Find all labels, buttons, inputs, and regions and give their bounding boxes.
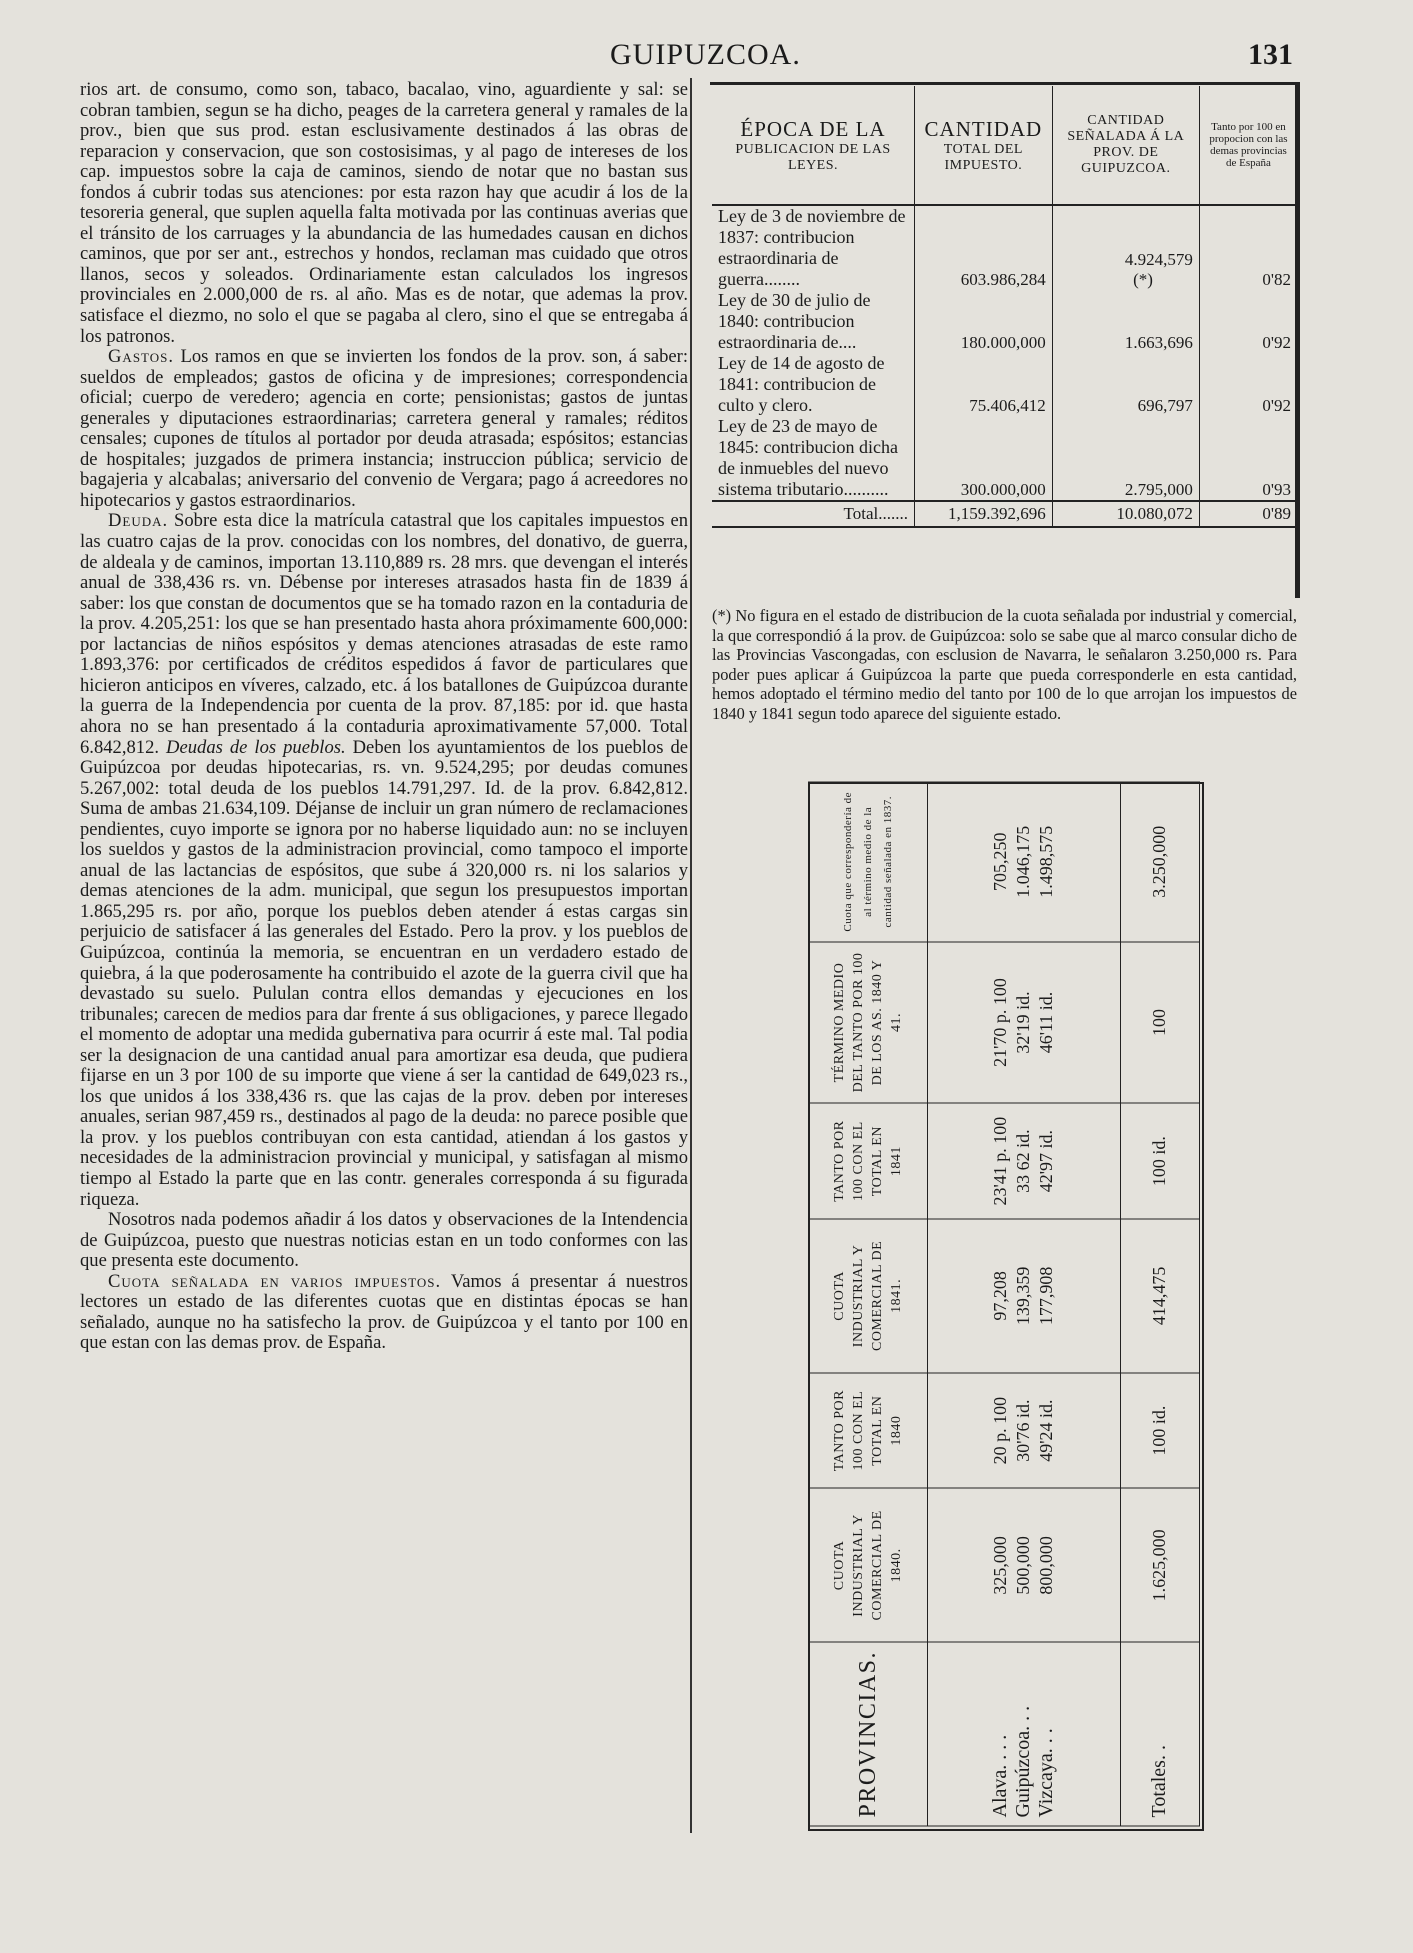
senalada-cell: 1.663,696 bbox=[1052, 290, 1199, 353]
tax-quota-table bbox=[712, 86, 1297, 528]
paragraph-nosotros: Nosotros nada podemos añadir á los datos y observaciones de la Intendencia de Guipúzcoa, puesto que nuestras noticias estan en un todo conformes con las que presenta este documento. bbox=[80, 1209, 688, 1272]
totals-label: Totales. . bbox=[1120, 1642, 1199, 1826]
cuota-heading: Cuota señalada en varios impuestos. bbox=[108, 1270, 442, 1292]
tanto-1840-values: 20 p. 100 30'76 id. 49'24 id. bbox=[928, 1373, 1121, 1488]
header-tanto-1840: TANTO POR 100 CON EL TOTAL EN 1840 bbox=[809, 1373, 928, 1488]
senalada-cell: 10.080,072 bbox=[1052, 501, 1199, 527]
senalada-cell: 4.924,579 (*) bbox=[1052, 205, 1199, 290]
totals-cuota-1840: 1.625,000 bbox=[1120, 1488, 1199, 1642]
termino-medio-values: 21'70 p. 100 32'19 id. 46'11 id. bbox=[928, 942, 1121, 1104]
paragraph-gastos bbox=[80, 347, 688, 511]
paragraph-deuda bbox=[80, 511, 688, 1210]
table-row bbox=[712, 290, 1297, 353]
tanto-1841-values: 23'41 p. 100 33 62 id. 42'97 id. bbox=[928, 1103, 1121, 1218]
ley-cell: Ley de 14 de agosto de 1841: contribucion de culto y clero. bbox=[718, 353, 885, 415]
running-head: GUIPUZCOA. bbox=[610, 38, 801, 71]
deudas-pueblos-body: Deben los ayuntamientos de los pueblos de Guipúzcoa por deudas hipotecarias, rs. vn. 9.524,295; por deudas comunes 5.267,002: total deuda de los pueblos 14.791,297. Id. de la prov. 6.842,812. Suma de ambas 21.634,109. Déjanse de incluir un gran número de reclamaciones pendientes, cuyo importe se ignora por no haberse liquidado aun: no se incluyen los sueldos y gastos de la administracion provincial, como tampoco el importe anual de las lactancias de espósitos, que sube á 320,000 rs. ni los salarios y demas atenciones de la adm. municipal, que segun los presupuestos importan 1.865,295 rs. por año, porque los pueblos deben atender á estas cargas sin perjuicio de satisfacer á las generales del Estado. Pero la prov. y los pueblos de Guipúzcoa, continúa la memoria, se encuentran en un verdadero estado de quiebra, á la que poderosamente ha contribuido el azote de la guerra civil que ha devastado su suelo. Pululan contra ellos demandas y ejecuciones en los tribunales; carecen de medios para dar frente á sus obligaciones, y parece llegado el momento de adoptar una medida gubernativa para ocurrir á este mal. Tal podia ser la designacion de una cantidad anual para amortizar esa deuda, que pudiera fijarse en un 3 por 100 de su importe que viene á ser la cantidad de 649,023 rs., los que unidos á los 338,436 rs. que las cajas de la prov. deben por intereses anuales, serian 987,459 rs., destinados al pago de la deuda: no parece posible que la prov. y los pueblos contribuyan con esta cantidad, atiendan á los gastos y necesidades de la administracion provincial y municipal, y satisfagan al mismo tiempo al Estado la parte que en las contr. generales corresponda á su figurada riqueza. bbox=[80, 736, 688, 1210]
table-body-row bbox=[928, 782, 1121, 1826]
tanto-cell: 0'82 bbox=[1199, 205, 1297, 290]
ley-cell: Ley de 3 de noviembre de 1837: contribucion estraordinaria de guerra........ bbox=[718, 206, 906, 289]
total-cell: 75.406,412 bbox=[915, 353, 1053, 416]
cuota-1841-values: 97,208 139,359 177,908 bbox=[928, 1219, 1121, 1373]
column-divider bbox=[690, 78, 692, 1833]
paragraph-cuota bbox=[80, 1272, 688, 1354]
table-total-row bbox=[712, 501, 1297, 527]
totals-cuota-1841: 414,475 bbox=[1120, 1219, 1199, 1373]
totals-tanto-1841: 100 id. bbox=[1120, 1103, 1199, 1218]
total-cell: 1,159.392,696 bbox=[915, 501, 1053, 527]
header-cuota-1841: CUOTA INDUSTRIAL Y COMERCIAL DE 1841. bbox=[809, 1219, 928, 1373]
provinces-quota-table bbox=[808, 782, 1200, 1827]
tanto-cell: 0'89 bbox=[1199, 501, 1297, 527]
header-epoca: ÉPOCA DE LA PUBLICACION DE LAS LEYES. bbox=[712, 86, 915, 205]
total-cell: 603.986,284 bbox=[915, 205, 1053, 290]
deudas-pueblos-heading: Deudas de los pueblos. bbox=[166, 736, 346, 758]
total-cell: 180.000,000 bbox=[915, 290, 1053, 353]
header-tanto-1841: TANTO POR 100 CON EL TOTAL EN 1841 bbox=[809, 1103, 928, 1218]
left-column-text bbox=[80, 80, 688, 1354]
tanto-cell: 0'92 bbox=[1199, 353, 1297, 416]
gastos-body: Los ramos en que se invierten los fondos de la prov. son, á saber: sueldos de empleados; gastos de oficina y de impresiones; correspondencia oficial; cuerpo de veredero; agencia en corte; pensionistas; gastos de juntas generales y diputaciones estraordinarias; carretera general y ramales; réditos censales; cupones de títulos al portador por deuda atrasada; espósitos; estancias de hospitales; juzgados de primera instancia; instruccion pública; servicio de bagajeria y alcabalas; aniversario del convenio de Vergara; pago á acreedores no hipotecarios y gastos estraordinarios. bbox=[80, 346, 688, 511]
ley-cell: Ley de 30 de julio de 1840: contribucion estraordinaria de.... bbox=[718, 290, 871, 352]
ley-cell: Ley de 23 de mayo de 1845: contribucion dicha de inmuebles del nuevo sistema tributario.......... bbox=[718, 416, 898, 499]
page-number: 131 bbox=[1248, 38, 1293, 71]
header-senalada: CANTIDAD SEÑALADA Á LA PROV. DE GUIPUZCOA. bbox=[1052, 86, 1199, 205]
footnote: (*) No figura en el estado de distribucion de la cuota señalada por industrial y comercial, la que correspondió á la prov. de Guipúzcoa: solo se sabe que al marco consular dicho de las Provincias Vascongadas, con esclusion de Navarra, le señalaron 3.250,000 rs. Para poder pues aplicar á Guipúzcoa la parte que pueda corresponderle en esta cantidad, hemos adoptado el término medio del tanto por 100 de lo que arrojan los impuestos de 1840 y 1841 segun todo aparece del siguiente estado. bbox=[712, 606, 1297, 723]
header-cuota-1840: CUOTA INDUSTRIAL Y COMERCIAL DE 1840. bbox=[809, 1488, 928, 1642]
tanto-cell: 0'93 bbox=[1199, 416, 1297, 501]
totals-cuota-corresponde: 3.250,000 bbox=[1120, 782, 1199, 942]
total-label: Total....... bbox=[712, 501, 915, 527]
cuota-1840-values: 325,000 500,000 800,000 bbox=[928, 1488, 1121, 1642]
totals-termino-medio: 100 bbox=[1120, 942, 1199, 1104]
table-row bbox=[712, 353, 1297, 416]
header-tanto: Tanto por 100 en propocion con las demas provincias de España bbox=[1199, 86, 1297, 205]
header-provincias: PROVINCIAS. bbox=[809, 1642, 928, 1826]
footnote-marker: (*) bbox=[1133, 270, 1153, 289]
senalada-cell: 2.795,000 bbox=[1052, 416, 1199, 501]
table-totals-row bbox=[1120, 782, 1199, 1826]
tanto-cell: 0'92 bbox=[1199, 290, 1297, 353]
header-termino-medio: TÉRMINO MEDIO DEL TANTO POR 100 DE LOS AS. 1840 Y 41. bbox=[809, 942, 928, 1104]
gastos-heading: Gastos. bbox=[108, 346, 175, 368]
table-row bbox=[712, 205, 1297, 290]
province-names: Alava. . . . Guipúzcoa. . . Vizcaya. . . bbox=[928, 1642, 1121, 1826]
table-row bbox=[712, 416, 1297, 501]
senalada-cell: 696,797 bbox=[1052, 353, 1199, 416]
cuota-body: Vamos á presentar á nuestros lectores un estado de las diferentes cuotas que en distintas épocas se han señalado, aunque no ha satisfecho la prov. de Guipúzcoa y el tanto por 100 en que estan con las demas prov. de España. bbox=[80, 1270, 689, 1354]
deuda-heading: Deuda. bbox=[108, 510, 169, 532]
total-cell: 300.000,000 bbox=[915, 416, 1053, 501]
header-cantidad: CANTIDAD TOTAL DEL IMPUESTO. bbox=[915, 86, 1053, 205]
totals-tanto-1840: 100 id. bbox=[1120, 1373, 1199, 1488]
paragraph-ingresos: rios art. de consumo, como son, tabaco, bacalao, vino, aguardiente y sal: se cobran tambien, segun se ha dicho, peages de la carretera general y ramales de la prov., bien que sus prod. estan esclusivamente destinados á las obras de reparacion y conservacion, que son costosisimas, y al pago de intereses de los cap. impuestos sobre la caja de caminos, siendo de notar que no bastan sus fondos á cubrir todas sus atenciones: por esta razon hay que acudir á los de la tesoreria general, que suplen aquella falta motivada por las continuas averias que el tránsito de los carruages y la abundancia de las humedades causan en dichos caminos, que por ser ant., estrechos y hondos, reclaman mas cuidado que otros llanos, secos y soleados. Ordinariamente estan calculados los ingresos provinciales en 2.000,000 de rs. al año. Mas es de notar, que ademas la prov. satisface el diezmo, no solo el que se pagaba al clero, sino el que se entregaba á los patronos. bbox=[80, 79, 688, 347]
deuda-body: Sobre esta dice la matrícula catastral que los capitales impuestos en las cuatro cajas de la prov. conocidas con los nombres, del donativo, de guerra, de aldeala y de caminos, importan 13.110,889 rs. 28 mrs. que devengan el interés anual de 338,436 rs. vn. Débense por intereses atrasados hasta fin de 1839 á saber: los que constan de documentos que se ha tomado razon en la contaduria de la prov. 4.205,251: los que se han presentado hasta ahora próximamente 600,000: por lactancias de niños espósitos y demas atenciones atrasadas de este ramo 1.893,376: por certificados de créditos espedidos á favor de particulares que hicieron anticipos en víveres, calzado, etc. á los batallones de Guipúzcoa durante la guerra de la Independencia por cuenta de la prov. 87,185: por id. que hasta ahora no se han presentado á la contaduria aproximativamente 57,000. Total 6.842,812. bbox=[80, 510, 688, 758]
cuota-corresponde-values: 705,250 1.046,175 1.498,575 bbox=[928, 782, 1121, 942]
header-cuota-corresponde: Cuota que correspondería de al término medio de la cantidad señalada en 1837. bbox=[809, 782, 928, 942]
